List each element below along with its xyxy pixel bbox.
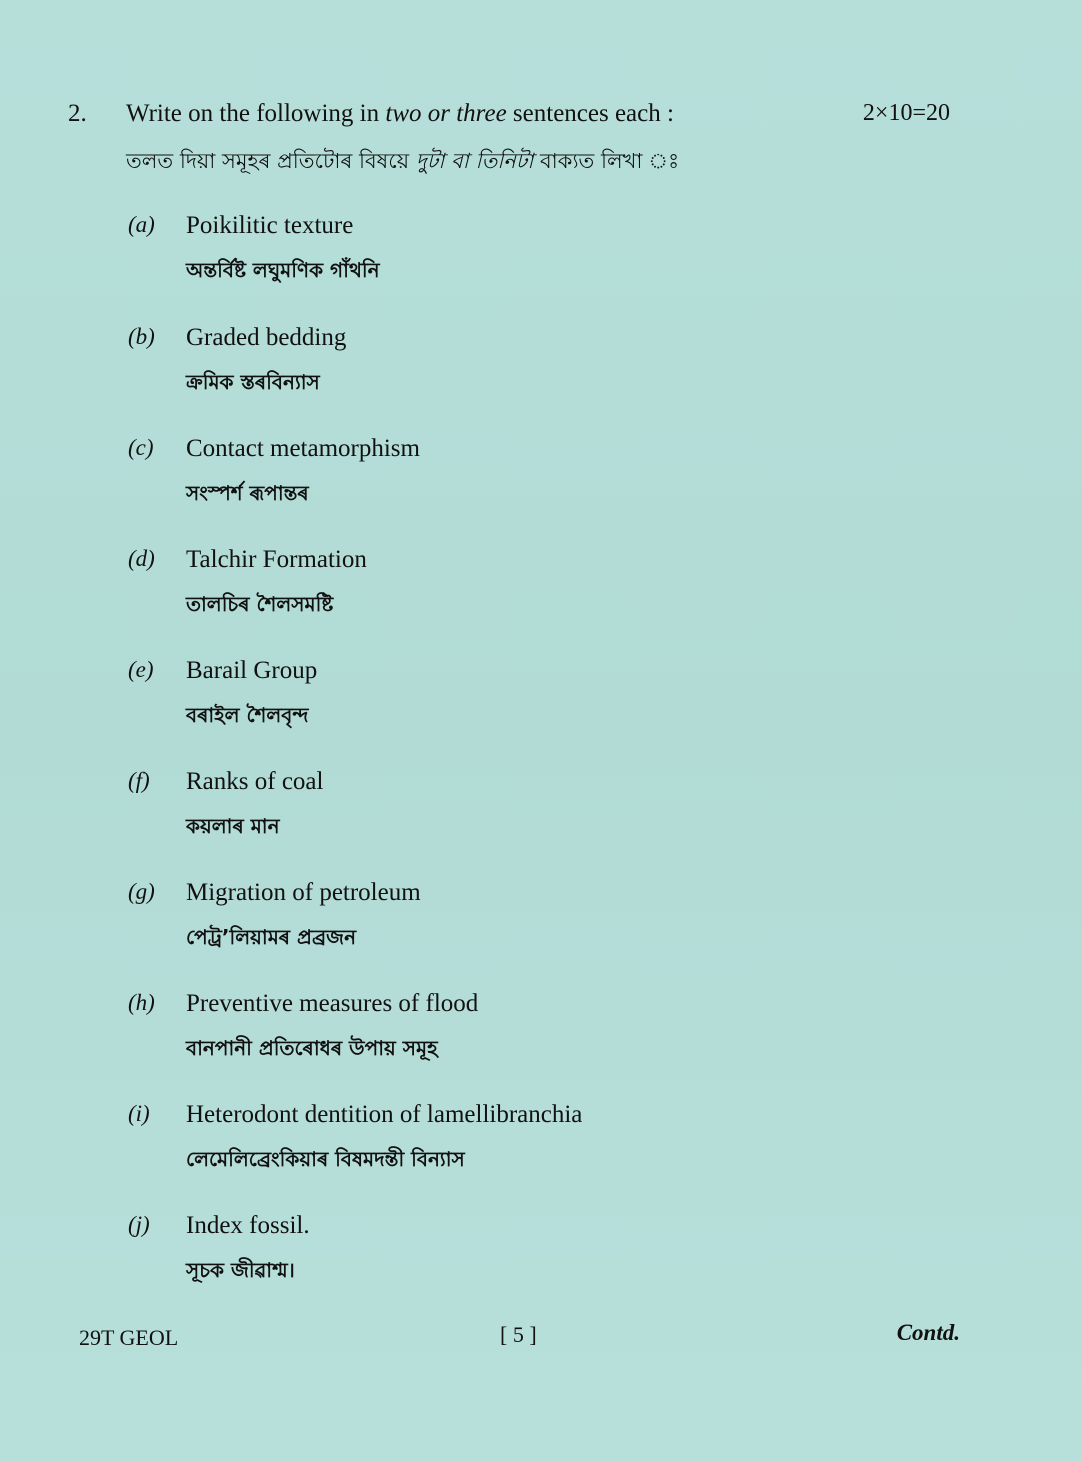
item-label: (h) (128, 990, 155, 1015)
item-assamese: সূচক জীৱাশ্ম। (186, 1258, 295, 1282)
question-english-emphasis: two or three (385, 100, 507, 127)
item-assamese: সংস্পৰ্শ ৰূপান্তৰ (186, 481, 309, 505)
item-label: (i) (128, 1101, 150, 1126)
question-marks: 2×10=20 (862, 100, 950, 126)
item-english: Graded bedding (186, 324, 347, 351)
item-english: Index fossil. (186, 1212, 310, 1239)
item-assamese: অন্তৰ্বিষ্ট লঘুমণিক গাঁথনি (186, 258, 380, 282)
question-english (126, 100, 674, 128)
item-label: (f) (128, 768, 150, 793)
item-english: Heterodont dentition of lamellibranchia (186, 1101, 583, 1128)
item-english: Contact metamorphism (186, 435, 420, 462)
item-english: Ranks of coal (186, 768, 324, 795)
question-assamese-emphasis: দুটা বা তিনিটা (415, 149, 534, 173)
item-english: Preventive measures of flood (186, 990, 479, 1017)
item-label: (e) (128, 657, 154, 682)
question-number: 2. (68, 100, 87, 127)
question-assamese (126, 145, 679, 180)
item-assamese: বৰাইল শৈলবৃন্দ (186, 703, 309, 727)
item-assamese: কয়লাৰ মান (186, 814, 280, 838)
item-english: Poikilitic texture (186, 212, 354, 239)
question-assamese-suffix: বাক্যত লিখা ঃ (533, 149, 680, 173)
page-number: [ 5 ] (500, 1322, 537, 1347)
item-label: (d) (128, 546, 155, 571)
item-assamese: লেমেলিব্ৰেংকিয়াৰ বিষমদন্তী বিন্যাস (186, 1147, 465, 1171)
item-assamese: বানপানী প্ৰতিৰোধৰ উপায় সমূহ (186, 1036, 438, 1060)
item-assamese: তালচিৰ শৈলসমষ্টি (186, 592, 334, 616)
item-label: (c) (128, 435, 154, 460)
item-assamese: ক্ৰমিক স্তৰবিন্যাস (186, 370, 320, 394)
item-assamese: পেট্ৰ’লিয়ামৰ প্ৰব্ৰজন (186, 925, 357, 949)
item-label: (g) (128, 879, 155, 904)
question-assamese-prefix: তলত দিয়া সমূহৰ প্ৰতিটোৰ বিষয়ে (126, 149, 416, 173)
item-english: Migration of petroleum (186, 879, 421, 906)
item-english: Talchir Formation (186, 546, 367, 573)
continued-marker: Contd. (896, 1320, 960, 1345)
item-label: (b) (128, 324, 155, 349)
question-english-suffix: sentences each : (506, 100, 674, 127)
question-english-prefix: Write on the following in (126, 100, 386, 127)
item-label: (a) (128, 212, 155, 237)
item-label: (j) (128, 1212, 150, 1237)
item-english: Barail Group (186, 657, 318, 684)
paper-code: 29T GEOL (79, 1325, 179, 1350)
